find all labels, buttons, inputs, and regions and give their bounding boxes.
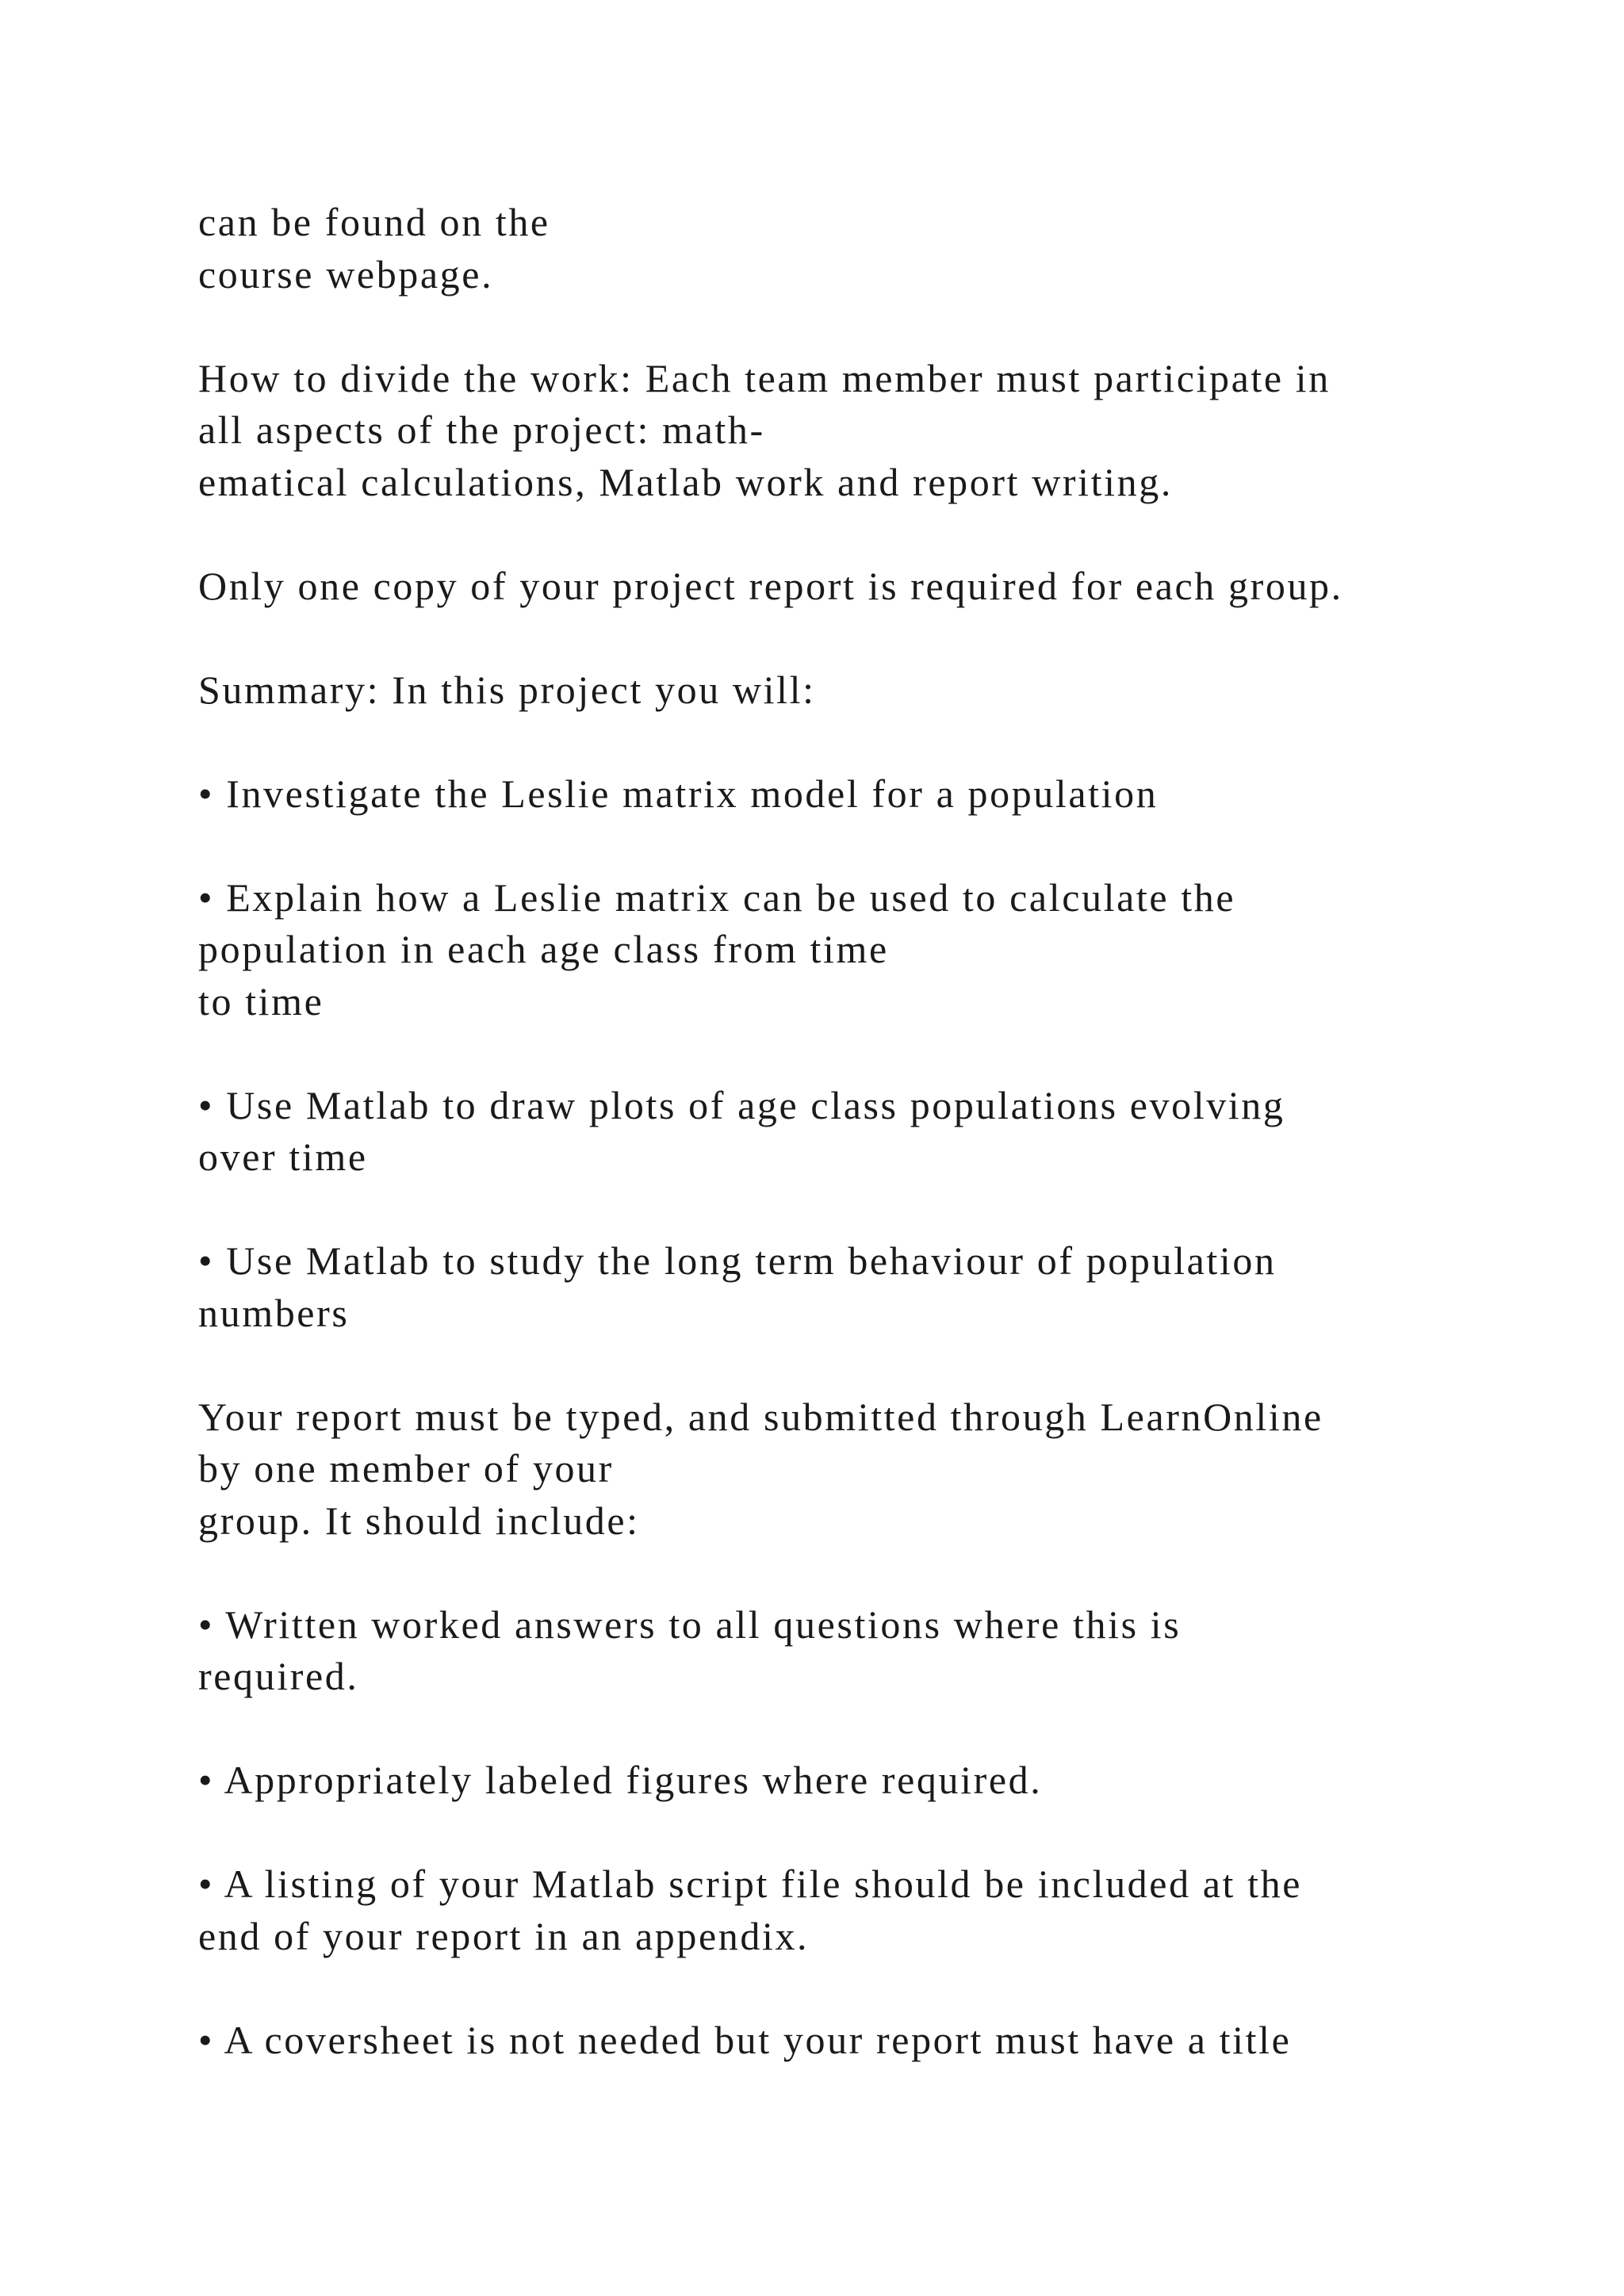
bullet-draw-plots: [198, 1080, 1507, 1184]
bullet-written-answers: [198, 1599, 1507, 1703]
text-line: • Use Matlab to draw plots of age class populations evolving: [198, 1082, 1285, 1127]
text-line: Your report must be typed, and submitted through LearnOnline: [198, 1394, 1323, 1439]
bullet-labeled-figures: [198, 1755, 1507, 1807]
text-line: required.: [198, 1654, 359, 1698]
text-line: • Use Matlab to study the long term behaviour of population: [198, 1238, 1277, 1283]
text-line: population in each age class from time: [198, 927, 889, 971]
text-line: by one member of your: [198, 1446, 614, 1490]
text-line: end of your report in an appendix.: [198, 1913, 810, 1958]
text-line: • Explain how a Leslie matrix can be used to calculate the: [198, 874, 1236, 920]
text-line: • Investigate the Leslie matrix model for a population: [198, 771, 1159, 816]
paragraph-divide-work: [198, 353, 1507, 509]
paragraph-report-requirements: [198, 1391, 1507, 1548]
text-line: group. It should include:: [198, 1498, 640, 1543]
bullet-explain: [198, 872, 1507, 1028]
text-line: • A coversheet is not needed but your report must have a title: [198, 2017, 1292, 2062]
text-line: Only one copy of your project report is required for each group.: [198, 563, 1343, 608]
text-line: ematical calculations, Matlab work and report writing.: [198, 459, 1173, 504]
bullet-investigate: [198, 768, 1507, 821]
text-line: • A listing of your Matlab script file should be included at the: [198, 1862, 1303, 1906]
text-line: • Written worked answers to all questions where this is: [198, 1601, 1182, 1647]
text-line: can be found on the: [198, 200, 550, 244]
text-line: over time: [198, 1135, 368, 1179]
text-line: numbers: [198, 1290, 350, 1335]
text-line: all aspects of the project: math-: [198, 408, 765, 452]
text-line: How to divide the work: Each team member must participate in: [198, 355, 1331, 400]
document-body: [198, 197, 1507, 2118]
text-line: to time: [198, 978, 324, 1024]
paragraph-one-copy: [198, 561, 1507, 613]
paragraph-summary: [198, 664, 1507, 717]
text-line: • Appropriately labeled figures where required.: [198, 1758, 1043, 1802]
bullet-long-term: [198, 1235, 1507, 1339]
text-line: course webpage.: [198, 251, 494, 297]
paragraph-course-webpage: [198, 197, 1507, 300]
bullet-coversheet: [198, 2015, 1507, 2067]
text-line: Summary: In this project you will:: [198, 667, 816, 712]
bullet-script-listing: [198, 1858, 1507, 1962]
